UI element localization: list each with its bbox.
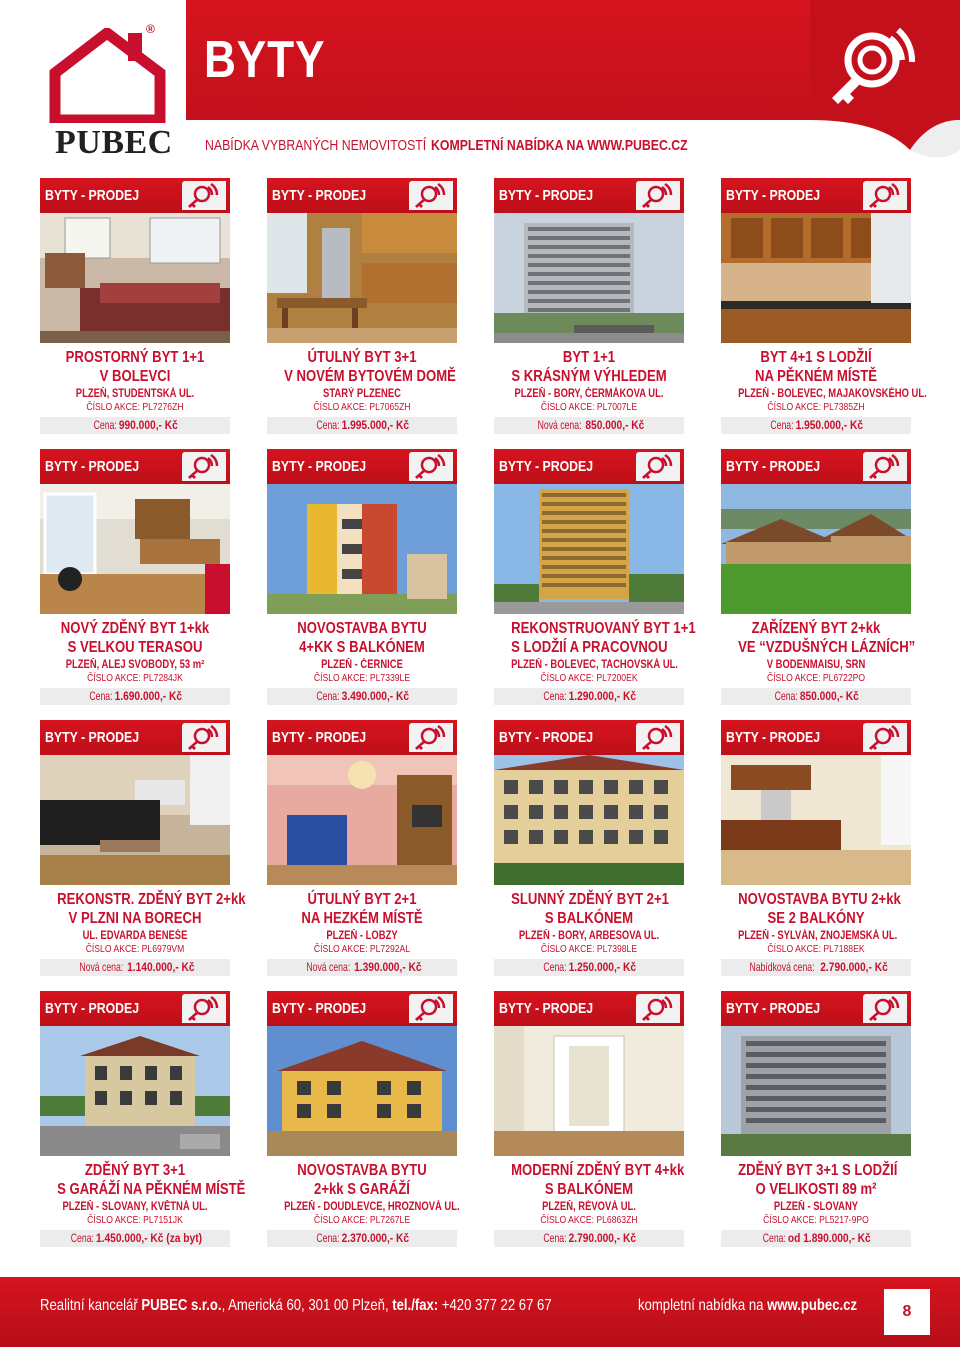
card-category: BYTY - PRODEJ <box>726 187 821 204</box>
listing-photo[interactable] <box>494 484 684 614</box>
listing-title-line1: ZDĚNÝ BYT 3+1 S LODŽIÍ <box>738 1162 898 1179</box>
listing-code: ČÍSLO AKCE: PL7007LE <box>540 401 638 413</box>
card-header <box>494 449 684 484</box>
price-value: 1.690.000,- Kč <box>114 689 183 703</box>
card-category: BYTY - PRODEJ <box>45 729 140 746</box>
price-label: Cena: <box>763 1231 787 1245</box>
listing-photo-image <box>40 1026 230 1156</box>
listing-location: PLZEŇ - SLOVANY <box>773 1201 859 1213</box>
listing-code: ČÍSLO AKCE: PL7200EK <box>540 672 638 684</box>
listing-title-line1: NOVÝ ZDĚNÝ BYT 1+kk <box>60 620 210 637</box>
card-key-badge <box>636 181 680 210</box>
listing-location: PLZEŇ - SYLVÁN, ZNOJEMSKÁ UL. <box>738 930 898 942</box>
listing-code: ČÍSLO AKCE: PL6979VM <box>85 943 185 955</box>
listing-price <box>40 1230 230 1247</box>
listing-code: ČÍSLO AKCE: PL7339LE <box>313 672 411 684</box>
listing-location: UL. EDVARDA BENEŠE <box>82 930 188 942</box>
listing-location: PLZEŇ - LOBZY <box>326 930 398 942</box>
price-label: Nová cena: <box>537 418 582 432</box>
listing-photo-image <box>267 755 457 885</box>
listing-title-line2: 2+kk S GARÁŽÍ <box>314 1181 410 1198</box>
card-body <box>267 614 457 705</box>
card-category: BYTY - PRODEJ <box>45 187 140 204</box>
listing-photo[interactable] <box>40 755 230 885</box>
card-body <box>40 343 230 434</box>
listing-photo[interactable] <box>40 1026 230 1156</box>
card-key-badge <box>863 723 907 752</box>
card-header <box>494 178 684 213</box>
listing-code: ČÍSLO AKCE: PL5217-9PO <box>763 1214 869 1226</box>
listing-title-line2: S LODŽIÍ A PRACOVNOU <box>511 639 668 656</box>
listing-photo-image <box>721 1026 911 1156</box>
price-label: Nová cena: <box>79 960 124 974</box>
price-label: Cena: <box>774 689 799 703</box>
listing-location: PLZEŇ - BORY, ČERMÁKOVA UL. <box>514 388 664 400</box>
registered-mark: ® <box>146 22 155 36</box>
listing-photo-image <box>721 213 911 343</box>
price-value: 1.995.000,- Kč <box>341 418 410 432</box>
price-label: Cena: <box>316 689 340 703</box>
listing-title-line1: ÚTULNÝ BYT 3+1 <box>307 349 417 366</box>
listing-code: ČÍSLO AKCE: PL7385ZH <box>767 401 865 413</box>
listing-price <box>494 417 684 434</box>
footer-contact <box>40 1297 552 1315</box>
listing-price <box>721 959 911 976</box>
card-body <box>494 1156 684 1247</box>
card-category: BYTY - PRODEJ <box>272 1000 367 1017</box>
card-header <box>267 991 457 1026</box>
listing-photo[interactable] <box>494 1026 684 1156</box>
listing-price <box>494 688 684 705</box>
listing-card[interactable] <box>40 178 230 434</box>
footer-phone-label: tel./fax: <box>392 1297 439 1314</box>
card-body <box>721 343 927 434</box>
listing-code: ČÍSLO AKCE: PL7398LE <box>540 943 638 955</box>
price-value: od 1.890.000,- Kč <box>788 1231 871 1245</box>
card-header <box>40 449 230 484</box>
listing-card[interactable] <box>267 991 460 1247</box>
listing-photo-image <box>267 484 457 614</box>
key-icon <box>863 994 907 1023</box>
footer-company: PUBEC s.r.o. <box>141 1297 222 1314</box>
card-body <box>721 1156 911 1247</box>
listing-title-line1: ÚTULNÝ BYT 2+1 <box>307 891 417 908</box>
card-body <box>40 885 246 976</box>
card-key-badge <box>636 452 680 481</box>
card-key-badge <box>863 994 907 1023</box>
price-value: 850.000,- Kč <box>585 418 645 432</box>
listing-photo-image <box>267 213 457 343</box>
price-label: Nová cena: <box>306 960 351 974</box>
house-logo-icon <box>40 28 175 123</box>
listing-location: PLZEŇ - BOLEVEC, TACHOVSKÁ UL. <box>511 659 679 671</box>
listing-code: ČÍSLO AKCE: PL7276ZH <box>86 401 184 413</box>
price-label: Cena: <box>70 1231 94 1245</box>
listing-card[interactable] <box>494 178 684 434</box>
listing-title-line2: 4+KK S BALKÓNEM <box>299 639 425 656</box>
price-value: 1.390.000,- Kč <box>354 960 422 974</box>
key-icon <box>636 452 680 481</box>
price-label: Cena: <box>316 418 340 432</box>
listing-title-line2: S BALKÓNEM <box>544 910 634 927</box>
price-label: Cena: <box>770 418 794 432</box>
card-header <box>494 991 684 1026</box>
key-icon <box>863 452 907 481</box>
listing-title-line1: BYT 1+1 <box>562 349 616 366</box>
pubec-logo[interactable] <box>40 22 175 161</box>
listing-location: V BODENMAISU, SRN <box>766 659 866 671</box>
listing-title-line2: S KRÁSNÝM VÝHLEDEM <box>511 368 667 385</box>
price-label: Cena: <box>543 1231 567 1245</box>
listing-photo-image <box>267 1026 457 1156</box>
listing-title-line2: NA HEZKÉM MÍSTĚ <box>301 910 423 927</box>
card-category: BYTY - PRODEJ <box>272 729 367 746</box>
card-category: BYTY - PRODEJ <box>45 1000 140 1017</box>
listing-card[interactable] <box>721 449 916 705</box>
listing-photo[interactable] <box>494 213 684 343</box>
listing-price <box>40 688 230 705</box>
card-key-badge <box>409 994 453 1023</box>
key-icon <box>182 723 226 752</box>
listing-title-line1: SLUNNÝ ZDĚNÝ BYT 2+1 <box>511 891 669 908</box>
card-category: BYTY - PRODEJ <box>272 187 367 204</box>
listing-title-line2: NA PĚKNÉM MÍSTĚ <box>755 368 877 385</box>
price-label: Cena: <box>543 689 567 703</box>
listing-location: PLZEŇ, RÉVOVÁ UL. <box>542 1201 636 1213</box>
price-value: 1.950.000,- Kč <box>795 418 864 432</box>
card-body <box>40 1156 246 1247</box>
listing-price <box>267 959 457 976</box>
tagline-text: NABÍDKA VYBRANÝCH NEMOVITOSTÍ <box>205 137 427 154</box>
listing-location: PLZEŇ - SLOVANY, KVĚTNÁ UL. <box>62 1201 208 1213</box>
key-icon <box>409 994 453 1023</box>
listing-card[interactable] <box>721 178 927 434</box>
card-header <box>267 178 457 213</box>
listing-photo[interactable] <box>267 213 457 343</box>
card-header <box>40 178 230 213</box>
card-body <box>721 614 916 705</box>
listing-price <box>494 959 684 976</box>
card-category: BYTY - PRODEJ <box>272 458 367 475</box>
listing-location: PLZEŇ - BOLEVEC, MAJAKOVSKÉHO UL. <box>738 388 927 400</box>
listing-price <box>721 1230 911 1247</box>
listing-price <box>267 688 457 705</box>
listing-location: PLZEŇ - ČERNICE <box>321 659 403 671</box>
card-body <box>40 614 230 705</box>
listing-photo-image <box>721 755 911 885</box>
key-icon <box>409 452 453 481</box>
card-header <box>494 720 684 755</box>
listing-photo-image <box>721 484 911 614</box>
listing-price <box>267 1230 457 1247</box>
listing-code: ČÍSLO AKCE: PL6863ZH <box>540 1214 638 1226</box>
card-body <box>494 885 684 976</box>
listing-price <box>721 417 911 434</box>
footer-web-link[interactable]: www.pubec.cz <box>767 1297 858 1314</box>
listing-photo[interactable] <box>267 484 457 614</box>
page-curl-key-icon <box>810 0 960 170</box>
listing-card[interactable] <box>494 720 684 976</box>
price-label: Cena: <box>316 1231 340 1245</box>
listing-photo[interactable] <box>494 755 684 885</box>
listing-title-line2: O VELIKOSTI 89 m² <box>755 1181 877 1198</box>
listing-card[interactable] <box>267 449 457 705</box>
key-icon <box>863 723 907 752</box>
card-key-badge <box>863 452 907 481</box>
listing-photo-image <box>494 1026 684 1156</box>
listing-price <box>494 1230 684 1247</box>
page-number: 8 <box>884 1289 930 1335</box>
footer-prefix: Realitní kancelář <box>40 1297 142 1314</box>
card-key-badge <box>409 181 453 210</box>
tagline <box>205 137 688 154</box>
card-header <box>721 991 911 1026</box>
listing-location: PLZEŇ - DOUDLEVCE, HROZNOVÁ UL. <box>284 1201 460 1213</box>
listing-title-line1: BYT 4+1 S LODŽIÍ <box>760 349 872 366</box>
listing-card[interactable] <box>40 991 246 1247</box>
listing-title-line1: REKONSTRUOVANÝ BYT 1+1 <box>511 620 696 637</box>
listing-price <box>40 959 230 976</box>
listing-location: PLZEŇ, ALEJ SVOBODY, 53 m² <box>65 659 205 671</box>
price-value: 1.250.000,- Kč <box>568 960 637 974</box>
listing-title-line2: VE “VZDUŠNÝCH LÁZNÍCH” <box>738 639 916 656</box>
card-category: BYTY - PRODEJ <box>726 458 821 475</box>
listing-title-line2: S VELKOU TERASOU <box>67 639 203 656</box>
listing-photo[interactable] <box>40 213 230 343</box>
price-value: 1.450.000,- Kč <box>95 1231 164 1245</box>
card-key-badge <box>409 452 453 481</box>
card-header <box>267 720 457 755</box>
header <box>0 0 960 170</box>
key-icon <box>182 452 226 481</box>
card-header <box>40 991 230 1026</box>
card-key-badge <box>863 181 907 210</box>
price-label: Cena: <box>93 418 118 432</box>
listing-card[interactable] <box>267 178 457 434</box>
card-category: BYTY - PRODEJ <box>499 1000 594 1017</box>
card-key-badge <box>636 994 680 1023</box>
listing-code: ČÍSLO AKCE: PL6722PO <box>766 672 866 684</box>
price-value: 2.790.000,- Kč <box>820 960 889 974</box>
price-suffix: (za byt) <box>163 1231 202 1245</box>
card-category: BYTY - PRODEJ <box>499 187 594 204</box>
price-value: 990.000,- Kč <box>119 418 179 432</box>
listing-title-line1: REKONSTR. ZDĚNÝ BYT 2+kk <box>57 891 246 908</box>
listing-price <box>267 417 457 434</box>
card-key-badge <box>182 181 226 210</box>
key-icon <box>182 994 226 1023</box>
listing-card[interactable] <box>494 991 684 1247</box>
card-key-badge <box>182 452 226 481</box>
footer-web-prefix: kompletní nabídka na <box>638 1297 768 1314</box>
listing-photo[interactable] <box>267 755 457 885</box>
listing-location: PLZEŇ, STUDENTSKÁ UL. <box>75 388 195 400</box>
card-key-badge <box>409 723 453 752</box>
listing-title-line1: ZDĚNÝ BYT 3+1 <box>84 1162 186 1179</box>
card-header <box>721 178 911 213</box>
listing-title-line1: ZAŘÍZENÝ BYT 2+kk <box>751 620 881 637</box>
listing-title-line2: S BALKÓNEM <box>544 1181 634 1198</box>
price-value: 3.490.000,- Kč <box>341 689 410 703</box>
price-value: 850.000,- Kč <box>800 689 860 703</box>
listing-photo[interactable] <box>267 1026 457 1156</box>
price-value: 1.290.000,- Kč <box>568 689 637 703</box>
card-body <box>267 343 457 434</box>
listing-title-line2: SE 2 BALKÓNY <box>767 910 865 927</box>
listing-price <box>40 417 230 434</box>
listing-photo[interactable] <box>721 484 911 614</box>
listing-code: ČÍSLO AKCE: PL7151JK <box>87 1214 183 1226</box>
listing-photo-image <box>40 484 230 614</box>
card-header <box>721 449 911 484</box>
card-body <box>721 885 911 976</box>
key-icon <box>636 181 680 210</box>
price-label: Cena: <box>89 689 113 703</box>
listing-title-line2: V PLZNI NA BORECH <box>68 910 202 927</box>
listing-photo-image <box>40 213 230 343</box>
card-key-badge <box>636 723 680 752</box>
page-title: BYTY <box>204 31 326 89</box>
card-body <box>494 343 684 434</box>
listing-code: ČÍSLO AKCE: PL7188EK <box>767 943 865 955</box>
listing-code: ČÍSLO AKCE: PL7284JK <box>87 672 183 684</box>
key-icon <box>636 994 680 1023</box>
key-icon <box>409 723 453 752</box>
card-header <box>721 720 911 755</box>
listing-photo[interactable] <box>721 213 911 343</box>
listing-code: ČÍSLO AKCE: PL7292AL <box>313 943 411 955</box>
listing-photo-image <box>494 755 684 885</box>
card-category: BYTY - PRODEJ <box>726 729 821 746</box>
listing-photo[interactable] <box>721 755 911 885</box>
footer-phone: +420 377 22 67 67 <box>438 1297 552 1314</box>
listing-title-line2: S GARÁŽÍ NA PĚKNÉM MÍSTĚ <box>57 1181 246 1198</box>
tagline-link[interactable]: KOMPLETNÍ NABÍDKA NA WWW.PUBEC.CZ <box>431 137 688 154</box>
listing-price <box>721 688 911 705</box>
key-icon <box>409 181 453 210</box>
listing-title-line2: V NOVÉM BYTOVÉM DOMĚ <box>284 368 456 385</box>
card-header <box>267 449 457 484</box>
brand-name: PUBEC <box>55 124 173 161</box>
price-label: Nabídková cena: <box>749 960 815 974</box>
listing-code: ČÍSLO AKCE: PL7267LE <box>313 1214 411 1226</box>
footer-web <box>638 1297 857 1315</box>
price-label: Cena: <box>543 960 567 974</box>
card-header <box>40 720 230 755</box>
card-key-badge <box>182 994 226 1023</box>
footer <box>0 1277 960 1347</box>
listing-photo-image <box>494 213 684 343</box>
listing-title-line1: NOVOSTAVBA BYTU <box>297 620 427 637</box>
key-icon <box>863 181 907 210</box>
listing-card[interactable] <box>40 720 246 976</box>
listing-title-line1: NOVOSTAVBA BYTU 2+kk <box>738 891 901 908</box>
listing-card[interactable] <box>40 449 230 705</box>
card-category: BYTY - PRODEJ <box>726 1000 821 1017</box>
listing-photo[interactable] <box>721 1026 911 1156</box>
card-category: BYTY - PRODEJ <box>45 458 140 475</box>
listing-location: PLZEŇ - BORY, ARBESOVA UL. <box>518 930 660 942</box>
listing-location: STARÝ PLZENEC <box>323 388 401 400</box>
card-category: BYTY - PRODEJ <box>499 458 594 475</box>
listing-card[interactable] <box>721 720 911 976</box>
card-body <box>267 1156 460 1247</box>
listing-title-line1: MODERNÍ ZDĚNÝ BYT 4+kk <box>511 1162 685 1179</box>
listing-title-line1: PROSTORNÝ BYT 1+1 <box>65 349 205 366</box>
listing-title-line2: V BOLEVCI <box>99 368 171 385</box>
footer-address: , Americká 60, 301 00 Plzeň, <box>221 1297 393 1314</box>
listing-photo[interactable] <box>40 484 230 614</box>
listing-photo-image <box>40 755 230 885</box>
card-body <box>267 885 457 976</box>
listing-card[interactable] <box>494 449 696 705</box>
listing-card[interactable] <box>267 720 457 976</box>
card-key-badge <box>182 723 226 752</box>
price-value: 2.370.000,- Kč <box>341 1231 410 1245</box>
card-category: BYTY - PRODEJ <box>499 729 594 746</box>
listing-card[interactable] <box>721 991 911 1247</box>
card-body <box>494 614 696 705</box>
key-icon <box>636 723 680 752</box>
key-icon <box>182 181 226 210</box>
listing-code: ČÍSLO AKCE: PL7065ZH <box>313 401 411 413</box>
listing-photo-image <box>494 484 684 614</box>
price-value: 2.790.000,- Kč <box>568 1231 637 1245</box>
listing-title-line1: NOVOSTAVBA BYTU <box>297 1162 427 1179</box>
price-value: 1.140.000,- Kč <box>127 960 195 974</box>
